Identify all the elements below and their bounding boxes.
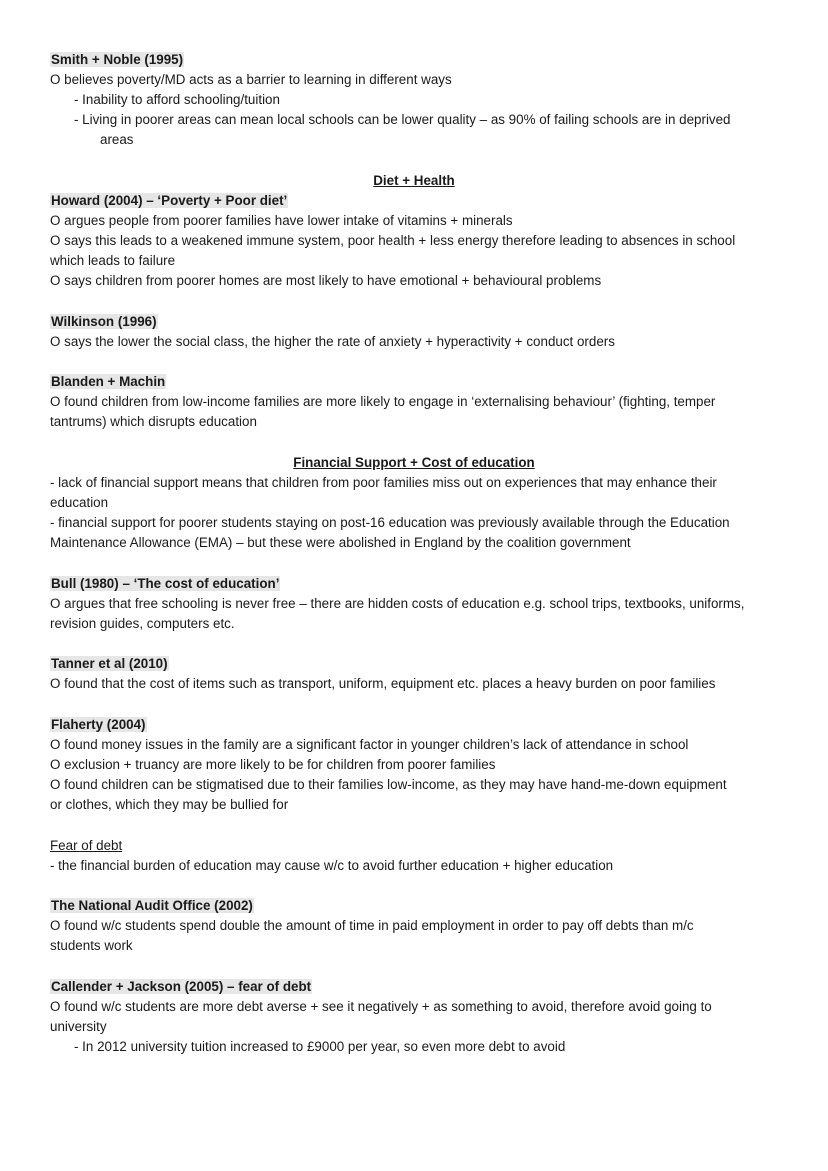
nao-heading: The National Audit Office (2002) [51, 898, 253, 913]
callender-bullet: - In 2012 university tuition increased to £9000 per year, so even more debt to avoid [74, 1039, 566, 1054]
bull-text-cont: revision guides, computers etc. [50, 616, 235, 631]
flaherty-heading-line [50, 715, 147, 735]
howard-text-2: O says this leads to a weakened immune system, poor health + less energy therefore leading to absences in school [50, 233, 736, 248]
howard-heading-line [50, 191, 288, 211]
diet-health-title: Diet + Health [373, 173, 455, 188]
bull-heading: Bull (1980) – ‘The cost of education’ [51, 576, 280, 591]
blanden-heading: Blanden + Machin [51, 374, 166, 389]
callender-heading: Callender + Jackson (2005) – fear of debt [51, 979, 312, 994]
callender-text: O found w/c students are more debt averse + see it negatively + as something to avoid, therefore avoid going to [50, 999, 712, 1014]
smith-noble-bullet-2-cont: areas [100, 132, 134, 147]
finance-text-2: - financial support for poorer students staying on post-16 education was previously available through the Education [50, 515, 730, 530]
smith-noble-bullet-1: - Inability to afford schooling/tuition [74, 92, 280, 107]
flaherty-text-3: O found children can be stigmatised due to their families low-income, as they may have hand-me-down equipment [50, 777, 727, 792]
howard-text-1: O argues people from poorer families have lower intake of vitamins + minerals [50, 213, 513, 228]
blanden-heading-line [50, 372, 166, 392]
fear-of-debt-text: - the financial burden of education may cause w/c to avoid further education + higher education [50, 858, 614, 873]
nao-heading-line [50, 896, 254, 916]
wilkinson-heading: Wilkinson (1996) [51, 314, 157, 329]
wilkinson-text: O says the lower the social class, the higher the rate of anxiety + hyperactivity + conduct orders [50, 334, 615, 349]
callender-text-cont: university [50, 1019, 107, 1034]
bull-text: O argues that free schooling is never free – there are hidden costs of education e.g. school trips, textbooks, uniforms, [50, 596, 745, 611]
blanden-text: O found children from low-income families are more likely to engage in ‘externalising behaviour’ (fighting, temper [50, 394, 716, 409]
tanner-heading: Tanner et al (2010) [51, 656, 168, 671]
smith-noble-bullet-2: - Living in poorer areas can mean local schools can be lower quality – as 90% of failing schools are in deprived [74, 112, 731, 127]
smith-noble-text: O believes poverty/MD acts as a barrier to learning in different ways [50, 72, 452, 87]
flaherty-text-3-cont: or clothes, which they may be bullied for [50, 797, 289, 812]
wilkinson-heading-line [50, 312, 158, 332]
howard-text-2-cont: which leads to failure [50, 253, 176, 268]
flaherty-text-1: O found money issues in the family are a significant factor in younger children’s lack of attendance in school [50, 737, 689, 752]
nao-text-cont: students work [50, 938, 133, 953]
flaherty-heading: Flaherty (2004) [51, 717, 146, 732]
finance-text-1-cont: education [50, 495, 109, 510]
howard-text-3: O says children from poorer homes are most likely to have emotional + behavioural problems [50, 273, 602, 288]
flaherty-text-2: O exclusion + truancy are more likely to be for children from poorer families [50, 757, 496, 772]
blanden-text-cont: tantrums) which disrupts education [50, 414, 257, 429]
bull-heading-line [50, 574, 280, 594]
howard-heading: Howard (2004) – ‘Poverty + Poor diet’ [51, 193, 288, 208]
finance-title: Financial Support + Cost of education [293, 455, 535, 470]
nao-text: O found w/c students spend double the amount of time in paid employment in order to pay off debts than m/c [50, 918, 694, 933]
smith-noble-heading-line [50, 50, 184, 70]
tanner-heading-line [50, 654, 169, 674]
smith-noble-heading: Smith + Noble (1995) [51, 52, 184, 67]
finance-text-2-cont: Maintenance Allowance (EMA) – but these were abolished in England by the coalition government [50, 535, 631, 550]
callender-heading-line [50, 977, 312, 997]
fear-of-debt-heading: Fear of debt [50, 838, 123, 853]
finance-text-1: - lack of financial support means that children from poor families miss out on experiences that may enhance their [50, 475, 717, 490]
tanner-text: O found that the cost of items such as transport, uniform, equipment etc. places a heavy burden on poor families [50, 676, 716, 691]
